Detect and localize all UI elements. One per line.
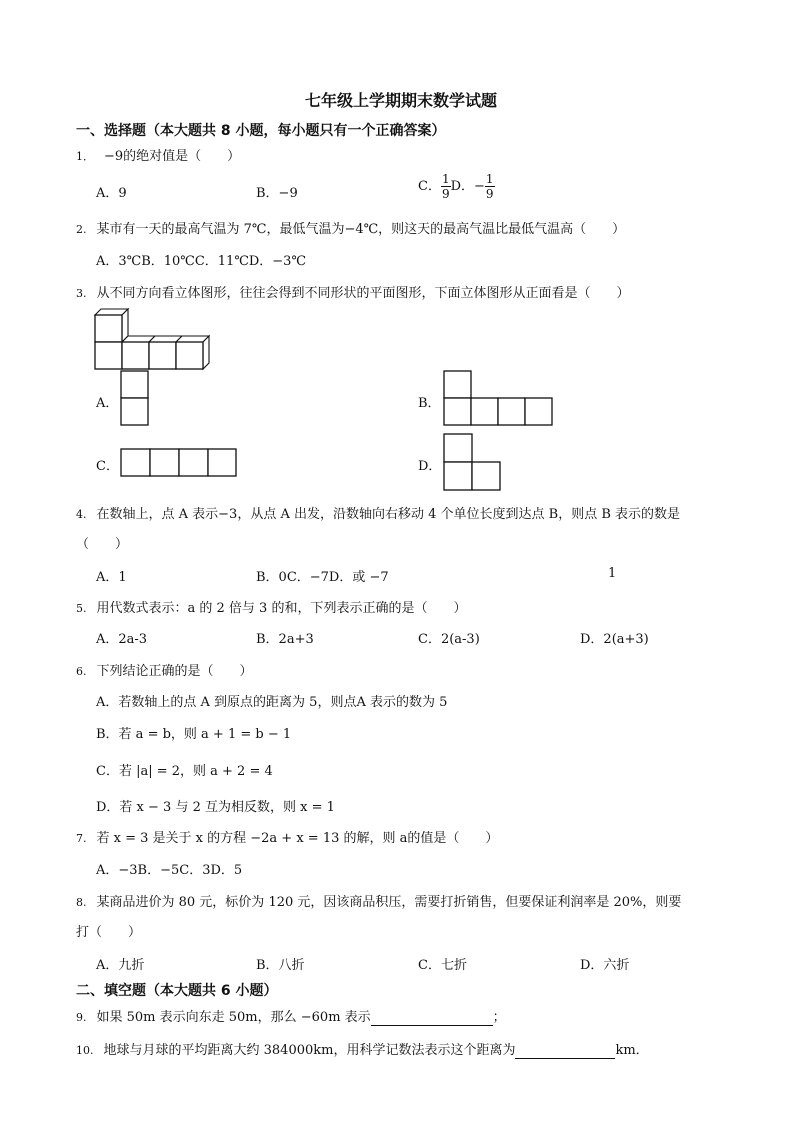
question-8: [76, 891, 681, 910]
question-number: 5.: [76, 602, 87, 615]
question-6: [76, 660, 253, 679]
question-tail: ；: [492, 1010, 506, 1025]
q4-options-bcd: B．0C．−7D．或 −7: [256, 570, 389, 585]
question-4: [76, 503, 680, 522]
question-10: [76, 1039, 649, 1059]
section-heading-choice: 一、选择题（本大题共 8 小题，每小题只有一个正确答案）: [76, 123, 446, 139]
fraction: [485, 172, 495, 201]
question-4-continued: （ ）: [76, 537, 129, 552]
answer-blank[interactable]: [515, 1043, 615, 1059]
fraction-numerator: 1: [485, 172, 494, 186]
q6-option-b: B．若 a = b，则 a + 1 = b − 1: [96, 727, 292, 742]
q2-options: A．3℃B．10℃C．11℃D．−3℃: [96, 254, 306, 269]
q5-option-d: D．2(a+3): [580, 632, 649, 647]
q8-option-d: D．六折: [580, 958, 630, 973]
q4-stray-value: 1: [608, 566, 617, 581]
question-text: 如果 50m 表示向东走 50m，那么 −60m 表示: [96, 1010, 371, 1025]
q5-option-a: A．2a-3: [96, 632, 148, 647]
q1-option-c-label: C．: [418, 179, 441, 194]
q3-option-c-figure: [120, 448, 238, 478]
question-9: [76, 1006, 506, 1026]
q6-option-d: D．若 x − 3 与 2 互为相反数，则 x = 1: [96, 800, 335, 815]
q3-option-d-figure: [443, 433, 503, 491]
question-number: 8.: [76, 896, 87, 909]
question-7: [76, 827, 498, 846]
q3-option-b: B．: [418, 396, 441, 411]
q1-option-c-d: [418, 172, 495, 201]
q3-option-d: D．: [418, 459, 442, 474]
question-1: [76, 145, 240, 164]
question-tail: km．: [615, 1043, 649, 1058]
q6-option-c: C．若 |a| = 2，则 a + 2 = 4: [96, 764, 273, 779]
fraction: [441, 172, 451, 201]
q7-options: A．−3B．−5C．3D．5: [96, 863, 243, 878]
q1-option-d-label: D．−: [450, 179, 485, 194]
question-text: 在数轴上，点 A 表示−3，从点 A 出发，沿数轴向右移动 4 个单位长度到达点 B，则点 B 表示的数是: [96, 507, 681, 522]
question-number: 1．: [76, 150, 94, 163]
q3-option-a: A．: [96, 396, 119, 411]
question-text: 若 x = 3 是关于 x 的方程 −2a + x = 13 的解，则 a的值是（ ）: [96, 831, 499, 846]
question-number: 9.: [76, 1011, 87, 1024]
question-number: 10.: [76, 1044, 94, 1057]
q6-option-a: A．若数轴上的点 A 到原点的距离为 5，则点A 表示的数为 5: [96, 695, 448, 710]
q8-option-b: B．八折: [256, 958, 305, 973]
question-text: 用代数式表示：a 的 2 倍与 3 的和，下列表示正确的是（ ）: [96, 601, 467, 616]
q3-option-c: C．: [96, 459, 119, 474]
q5-option-c: C．2(a-3): [418, 632, 480, 647]
q3-option-a-figure: [120, 370, 150, 428]
question-text: 地球与月球的平均距离大约 384000km，用科学记数法表示这个距离为: [103, 1043, 516, 1058]
q5-option-b: B．2a+3: [256, 632, 314, 647]
question-number: 3.: [76, 287, 87, 300]
question-text: 某商品进价为 80 元，标价为 120 元，因该商品积压，需要打折销售，但要保证利润率是 20%，则要: [96, 895, 682, 910]
q1-option-b: B．−9: [256, 186, 298, 201]
q3-option-b-figure: [443, 370, 557, 428]
solid-figure-diagram: [90, 305, 220, 370]
fraction-numerator: 1: [441, 172, 450, 186]
q4-option-a: A．1: [96, 570, 127, 585]
question-text: −9的绝对值是（ ）: [104, 149, 241, 164]
fraction-denominator: 9: [485, 187, 494, 201]
question-number: 4.: [76, 508, 87, 521]
answer-blank[interactable]: [371, 1010, 493, 1026]
section-heading-fill-in: 二、填空题（本大题共 6 小题）: [76, 983, 278, 999]
question-number: 7.: [76, 832, 87, 845]
question-8-continued: 打（ ）: [76, 925, 142, 940]
question-number: 6.: [76, 665, 87, 678]
question-2: [76, 218, 625, 237]
question-3: [76, 282, 630, 301]
question-5: [76, 597, 466, 616]
q8-option-c: C．七折: [418, 958, 467, 973]
question-text: 某市有一天的最高气温为 7℃，最低气温为−4℃，则这天的最高气温比最低气温高（ ）: [96, 222, 626, 237]
question-text: 下列结论正确的是（ ）: [96, 664, 253, 679]
fraction-denominator: 9: [441, 187, 450, 201]
question-number: 2.: [76, 223, 87, 236]
page-title: 七年级上学期期末数学试题: [305, 91, 498, 110]
question-text: 从不同方向看立体图形，往往会得到不同形状的平面图形，下面立体图形从正面看是（ ）: [96, 286, 630, 301]
q1-option-a: A．9: [96, 186, 127, 201]
q8-option-a: A．九折: [96, 958, 145, 973]
